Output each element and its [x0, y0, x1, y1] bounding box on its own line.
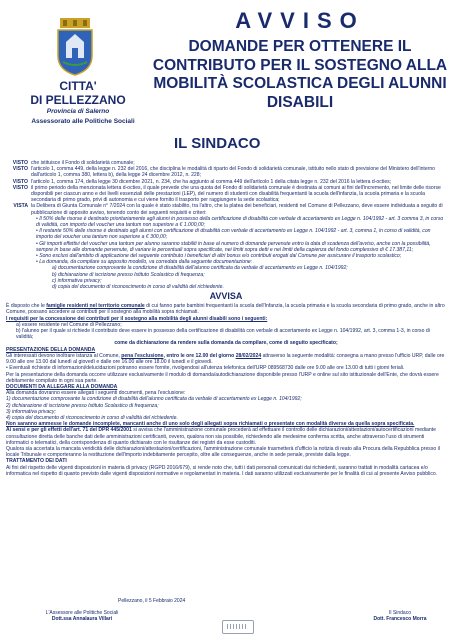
notice-body — [6, 160, 446, 477]
criteria-docs-list — [52, 265, 446, 290]
presentation-bold: pena l'esclusione — [121, 352, 164, 359]
assessor-signature — [22, 610, 142, 622]
controls-paragraph — [6, 427, 446, 446]
visto-item — [6, 185, 446, 204]
requirements-note: come da dichiarazione da rendere sulla domanda da compilare, come di seguito specificato; — [114, 340, 338, 347]
documents-title: DOCUMENTI DA ALLEGARE ALLA DOMANDA — [6, 383, 118, 390]
privacy-title: TRATTAMENTO DEI DATI — [6, 458, 67, 465]
assessor-role: L'Assessore alle Politiche Sociali — [45, 610, 119, 616]
criteria-item: • La domanda, da compilare su apposito modello, va corredata dalla seguente documentazione: — [36, 259, 446, 265]
document-item: 1) documentazione comprovante la condizione di disabilità dell'alunno certificata da verbale di accertamento ex Legge n. 104/1992; — [6, 396, 302, 403]
criteria-doc-item: d) copia del documento di riconoscimento in corso di validità del richiedente. — [52, 284, 224, 291]
visto-text: la Delibera di Giunta Comunale n° 7/2024 con la quale è stato stabilito, tra l'altro, che la platea dei beneficiari, residenti nel Comune di Pellezzano, deve essere individuata a seguito di pubblicazione di apposito avviso, tenendo conto dei seguenti requisiti e criteri: — [31, 203, 443, 216]
assessor-name: Dott.ssa Annalaura Villari — [51, 616, 113, 622]
requirements-title: I requisiti per la concessione dei contributi per il sostegno alla mobilità degli alunni disabili sono i seguenti: — [6, 315, 268, 322]
avviso-title: AVVISO — [235, 8, 365, 33]
notice-headline: DOMANDE PER OTTENERE IL CONTRIBUTO PER IL SOSTEGNO ALLA MOBILITÀ SCOLASTICA DEGLI ALUNNI DISABILI — [152, 38, 448, 111]
mayor-signature — [360, 610, 440, 622]
intro-underlined: famiglie residenti nel territorio comunale — [46, 303, 145, 310]
avvisa-heading: AVVISA — [209, 291, 243, 302]
privacy-text: Ai fini del rispetto delle vigenti disposizioni in materia di privacy (RGPD 2016/679), si rende noto che, tutti i dati personali comunicati dai richiedenti, saranno trattati in modalità cartacea e/o informatica nel rispetto di quanto previsto dalle vigenti disposizioni normative e regolamentari in materia. I dati saranno utilizzati esclusivamente per le finalità di cui al presente Avviso pubblico. — [6, 464, 438, 477]
requirement-item: a) essere residente nel Comune di Pellezzano; — [16, 321, 122, 328]
visto-list — [6, 160, 446, 216]
visto-text: che istituisce il Fondo di solidarietà comunale; — [31, 160, 135, 166]
visto-key: VISTO — [12, 184, 28, 191]
criteria-item: • Gli importi effettivi del voucher una tantum per alunno saranno stabiliti in base al numero di domande pervenute entro la data di scadenza dell'avviso, anche con la possibilità, sempre in base alle domande pervenute, di variare le percentuali sopra specificate, nei limiti sopra detti e nei limiti della capienza del fondo complessivo di € 17.387,11; — [36, 241, 446, 253]
office-label: Assessorato alle Politiche Sociali — [31, 118, 135, 125]
municipal-crest-icon — [54, 18, 96, 76]
presentation-info: • Eventuali richieste di informazioni/delucidazioni potranno essere fornite, rivolgendosi all'utenza telefonica dell'URP 089568730 dalle ore 9.00 alle ore 13.00 di tutti i giorni feriali. — [6, 365, 405, 372]
controls-text: si avvisa che l'amministrazione comunale procederà ad effettuare il controllo delle dichiarazioni/attestazioni/autocertificazioni mediante consultazione diretta delle banche dati delle amministrazioni certificanti, ovvero, qualora non sia possibile, richiedendo alle medesime conferma scritta, anche attraverso l'uso di strumenti informatici o telematici, della corrispondenza di quanto dichiarato con le risultanze dei registri da esse custoditi. — [6, 427, 436, 446]
presentation-text: Gli interessati devono inoltrare istanza al Comune, — [6, 352, 122, 359]
mayor-name: Dott. Francesco Morra — [373, 616, 427, 622]
intro-post: di cui fanno parte bambini frequentanti la scuola dell'Infanzia, la scuola primaria e la scuola secondaria di primo grado, anche in altro Comune, possano accedere ai contributi per il sostegno alla mobilità sopra richiamati. — [6, 303, 445, 316]
presentation-text: attraverso la seguente modalità: consegna a mano presso l'ufficio URP, dalle ore 9.00 alle ore 13.00 dal lunedì al giovedì e dalle ore 16.00 alle ore 18.00 il lunedì e il giovedì. — [6, 352, 445, 366]
stamp-icon — [222, 620, 254, 634]
visto-text: l'articolo 1, comma 449, della legge n. 232 del 2016, che disciplina le modalità di riparto del Fondo di solidarietà comunale, istituito nello stato di previsione del Ministero dell'interno dall'articolo 1, comma 380, lettera b), della legge 24 dicembre 2012, n. 228; — [31, 166, 436, 179]
notice-date: Pellezzano, il 5 Febbraio 2024 — [118, 598, 186, 604]
presentation-title: PRESENTAZIONE DELLA DOMANDA — [6, 346, 96, 353]
documents-intro: Alla domanda dovranno essere allegati i seguenti documenti, pena l'esclusione: — [6, 390, 186, 397]
city-name-line2: DI PELLEZZANO — [30, 93, 126, 107]
criteria-doc-item: a) documentazione comprovante la condizione di disabilità dell'alunno certificata da verbale di accertamento ex Legge n. 104/1992; — [52, 265, 348, 272]
visto-key: VISTO — [12, 160, 28, 166]
criteria-item: • Il restante 50% delle risorse è destinato agli alunni con certificazione di disabilità con verbale di accertamento ex Legge n. 104/1992 - art. 3, comma 1, in corso di validità, con importo del voucher una tantum non superiore a € 300,00; — [36, 228, 446, 240]
visto-key: VISTO — [12, 166, 28, 173]
false-declaration-paragraph: Qualora sia accertata la mancata veridicità delle dichiarazioni/attestazioni/certificazioni, l'amministrazione comunale trasmetterà d'ufficio la notizia di reato alla Procura della Repubblica presso il locale Tribunale e comporteranno la restituzione dell'importo indebitamente percepito, oltre alle conseguenze, anche in sede penale, previste dalla legge. — [6, 445, 440, 459]
city-name-line1: CITTA' — [59, 79, 97, 93]
visto-text: il primo periodo della menzionata lettera d-octies, il quale prevede che una quota del Fondo di solidarietà comunale è destinata ai comuni ai fini dell'incremento, nel limite delle risorse disponibili per ciascun anno e dei livelli essenziali delle prestazioni (LEP), del numero di studenti con disabilità frequentanti la scuola dell'infanzia, la scuola primaria e la scuola secondaria di primo grado, privi di autonomia e cui viene fornito il trasporto per raggiungere la sede scolastica; — [31, 184, 441, 204]
presentation-deadline: , entro le ore 12.00 del giorno — [163, 352, 236, 359]
visto-item — [6, 166, 446, 178]
criteria-list — [36, 216, 446, 266]
document-item: 4) copia del documento di riconoscimento in corso di validità del richiedente. — [6, 414, 178, 421]
criteria-doc-item: c) informativa privacy; — [52, 277, 102, 284]
presentation-date: 28/02/2024 — [235, 352, 262, 359]
province-label: Provincia di Salerno — [46, 108, 110, 115]
sindaco-heading: IL SINDACO — [174, 135, 261, 152]
visto-item — [6, 203, 446, 215]
documents-list — [6, 396, 446, 421]
documents-warning: Non saranno ammesse le domande incomplete, mancanti anche di uno solo degli allegati sopra richiamati o presentate con modalità diverse da quella sopra specificata. — [6, 421, 415, 428]
document-item: 3) informativa privacy; — [6, 408, 56, 415]
intro-pre: È disposto che le — [6, 303, 47, 310]
mayor-role: Il Sindaco — [389, 610, 411, 616]
criteria-doc-item: b) dichiarazione di iscrizione presso Istituto Scolastico di frequenza; — [52, 271, 205, 278]
visto-text: l'articolo 1, comma 174, della legge 30 dicembre 2021, n. 234, che ha aggiunto al comma 449 dell'articolo 1 della citata legge n. 232 del 2016 la lettera d-octies; — [31, 178, 392, 185]
requirement-item: b) l'alunno per il quale si richiede il contributo deve essere in possesso della certificazione di disabilità con verbale di accertamento ex Legge n. 104/1992, art. 3, comma 1-3, in corso di validità; — [16, 328, 430, 341]
presentation-form-note: Per la presentazione della domanda occorre utilizzare esclusivamente il modulo di domanda/autodichiarazione disponibile presso l'URP e online sul sito istituzionale dell'Ente, che dovrà essere debitamente compilato in ogni sua parte. — [6, 371, 439, 384]
document-item: 2) dichiarazione di iscrizione presso Istituto Scolastico di frequenza; — [6, 402, 159, 409]
controls-bold: Ai sensi e per gli effetti dell'art. 71 del DPR 445/2001 — [6, 427, 132, 434]
criteria-item: • Il 50% delle risorse è destinato prioritariamente agli alunni in possesso della certificazione di disabilità con verbale di accertamento ex Legge n. 104/1992 - art. 3 comma 3, in corso di validità, con importo del voucher una tantum non superiore a € 1.000,00; — [36, 216, 446, 228]
presentation-paragraph — [6, 353, 446, 365]
visto-key: VISTO — [12, 178, 28, 185]
intro-paragraph — [6, 303, 446, 315]
visto-key: VISTA — [13, 203, 28, 210]
criteria-item: • Sono esclusi dall'ambito di applicazione del seguente contributo i beneficiari di altri bonus e/o contributi erogati dal Comune per assicurare il trasporto scolastico; — [36, 253, 446, 259]
